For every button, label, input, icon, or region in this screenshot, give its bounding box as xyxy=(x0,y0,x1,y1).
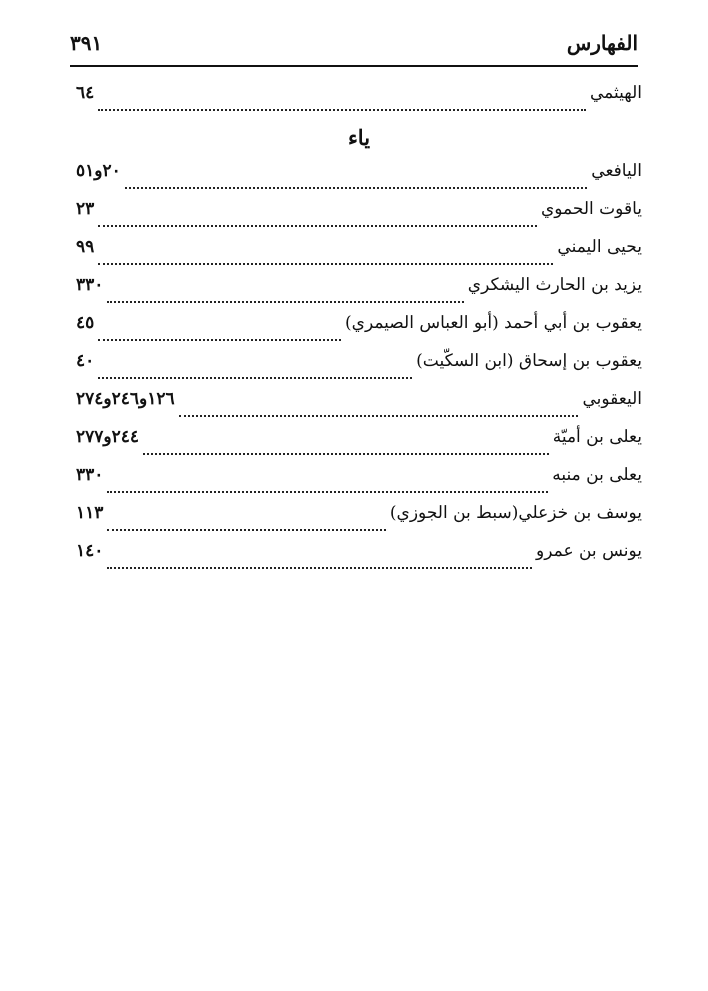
index-entry xyxy=(76,348,642,386)
dot-leader xyxy=(179,401,579,417)
section-heading: ياء xyxy=(347,125,371,150)
index-entry xyxy=(76,538,642,576)
index-entry xyxy=(76,80,642,118)
entry-pages: ١٤٠ xyxy=(76,541,104,561)
entry-name: ياقوت الحموي xyxy=(540,199,642,219)
dot-leader xyxy=(98,211,537,227)
dot-leader xyxy=(107,287,463,303)
entry-name: يعلى بن أميّة xyxy=(552,427,642,447)
entry-name: الهيثمي xyxy=(590,83,642,103)
entry-name: يحيى اليمني xyxy=(557,237,642,257)
entry-pages: ١٢٦و٢٤٦و٢٧٤ xyxy=(76,389,175,409)
entry-name: يوسف بن خزعلي(سبط بن الجوزي) xyxy=(389,503,642,523)
entry-pages: ٤٠ xyxy=(76,351,95,371)
entry-name: اليعقوبي xyxy=(582,389,642,409)
entry-pages: ٢٣ xyxy=(76,199,95,219)
index-entry xyxy=(76,424,642,462)
running-head-title: الفهارس xyxy=(566,31,638,55)
entry-pages: ٤٥ xyxy=(76,313,95,333)
entry-name: يعقوب بن أبي أحمد (أبو العباس الصيمري) xyxy=(345,313,642,333)
index-entry xyxy=(76,310,642,348)
entry-pages: ٣٣٠ xyxy=(76,465,104,485)
entry-pages: ٢٠و٥١ xyxy=(76,161,121,181)
index-list xyxy=(76,80,642,576)
index-entry xyxy=(76,234,642,272)
entry-pages: ٢٤٤و٢٧٧ xyxy=(76,427,140,447)
dot-leader xyxy=(107,553,532,569)
entry-name: يونس بن عمرو xyxy=(536,541,642,561)
entry-name: اليافعي xyxy=(591,161,642,181)
index-entry xyxy=(76,500,642,538)
entry-pages: ٦٤ xyxy=(76,83,95,103)
entry-pages: ٩٩ xyxy=(76,237,95,257)
index-entry xyxy=(76,158,642,196)
entry-pages: ٣٣٠ xyxy=(76,275,104,295)
dot-leader xyxy=(107,515,385,531)
index-entry xyxy=(76,272,642,310)
dot-leader xyxy=(98,325,341,341)
entry-name: يعلى بن منبه xyxy=(552,465,642,485)
index-entry xyxy=(76,462,642,500)
running-head xyxy=(70,31,638,59)
header-rule xyxy=(70,65,638,67)
dot-leader xyxy=(125,173,588,189)
page-number: ٣٩١ xyxy=(70,31,103,55)
index-entry xyxy=(76,196,642,234)
dot-leader xyxy=(107,477,548,493)
entry-pages: ١١٣ xyxy=(76,503,104,523)
dot-leader xyxy=(98,363,412,379)
index-entry xyxy=(76,386,642,424)
dot-leader xyxy=(98,249,553,265)
dot-leader xyxy=(98,95,586,111)
dot-leader xyxy=(143,439,549,455)
entry-name: يزيد بن الحارث اليشكري xyxy=(467,275,642,295)
entry-name: يعقوب بن إسحاق (ابن السكّيت) xyxy=(416,351,642,371)
